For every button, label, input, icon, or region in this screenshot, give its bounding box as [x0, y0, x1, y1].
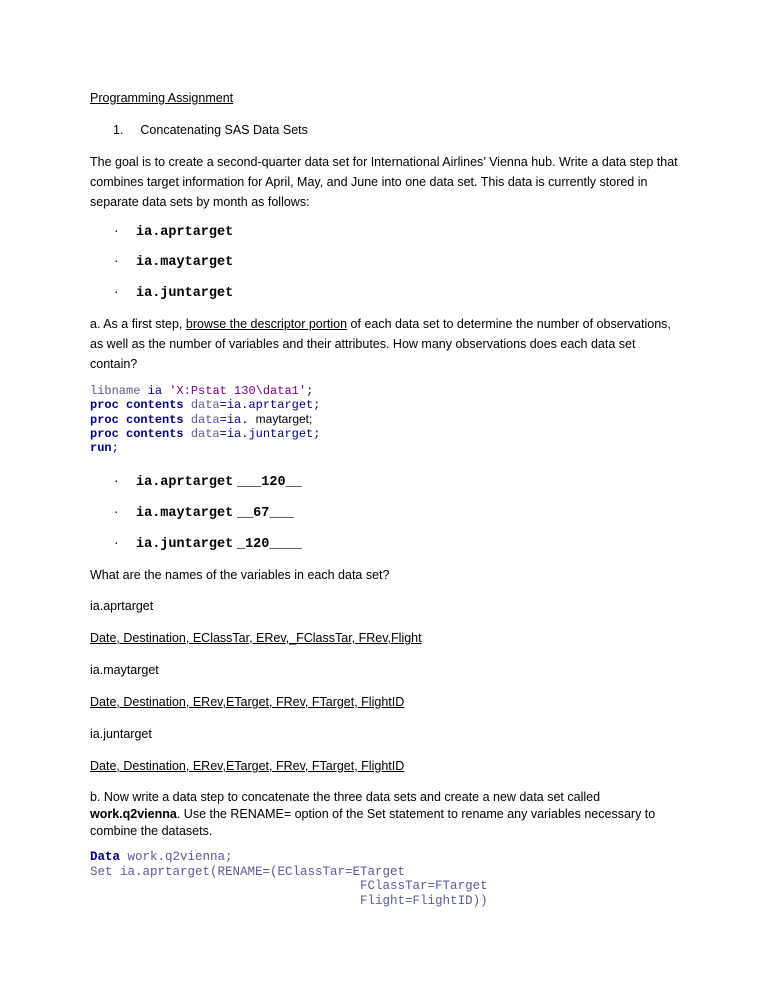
dataset-name: ia.maytarget: [136, 255, 234, 270]
answer-dataset: ia.aprtarget: [136, 475, 234, 490]
code-block-concatenate: Data work.q2vienna; Set ia.aprtarget(RENAME=(EClassTar=ETarget FClassTar=FTarget Flight=FlightID)): [90, 850, 488, 908]
part-b-paragraph: b. Now write a data step to concatenate the three data sets and create a new data set called work.q2vienna. Use the RENAME= option of the Set statement to rename any variables necessary to combine the datasets.: [90, 790, 656, 838]
bullet-icon: ·: [114, 284, 119, 299]
dataset-bullet: [114, 252, 233, 272]
dataset-name: ia.aprtarget: [136, 225, 234, 240]
part-a-paragraph: a. As a first step, browse the descriptor portion of each data set to determine the number of observations, as well as the number of variables and their attributes. How many observations does each data set contain?: [90, 317, 671, 371]
answer-value: _120____: [236, 537, 302, 552]
variables-question: What are the names of the variables in each data set?: [90, 568, 390, 582]
output-dataset-name: work.q2vienna: [90, 807, 177, 821]
dataset-bullet: [114, 283, 233, 303]
answer-bullet: [114, 503, 294, 523]
assignment-heading: Programming Assignment: [90, 91, 234, 105]
var-set-name: ia.maytarget: [90, 663, 159, 677]
dataset-bullet: [114, 222, 233, 242]
var-set-name: ia.aprtarget: [90, 599, 154, 613]
dataset-name: ia.juntarget: [136, 286, 234, 301]
list-item-heading: [113, 121, 713, 139]
list-item-title: Concatenating SAS Data Sets: [140, 123, 308, 137]
answer-bullet: [114, 472, 302, 492]
var-set-list: Date, Destination, EClassTar, ERev,_FClassTar, FRev,Flight: [90, 631, 422, 645]
answer-dataset: ia.maytarget: [136, 506, 234, 521]
answer-bullet: [114, 534, 302, 554]
bullet-icon: ·: [114, 223, 119, 238]
answer-value: ___120__: [236, 475, 302, 490]
list-item-number: 1.: [113, 123, 124, 137]
code-block-contents: libname ia 'X:Pstat 130\data1'; proc contents data=ia.aprtarget; proc contents data=ia. maytarget; proc contents data=ia.juntarget; run;: [90, 384, 321, 455]
var-set-name: ia.juntarget: [90, 727, 152, 741]
answer-value: __67___: [236, 506, 294, 521]
bullet-icon: ·: [114, 473, 119, 488]
intro-paragraph: The goal is to create a second-quarter data set for International Airlines’ Vienna hub. Write a data step that combines target information for April, May, and June into one data set. This data is currently stored in separate data sets by month as follows:: [90, 155, 678, 209]
bullet-icon: ·: [114, 253, 119, 268]
var-set-list: Date, Destination, ERev,ETarget, FRev, FTarget, FlightID: [90, 695, 405, 709]
bullet-icon: ·: [114, 504, 119, 519]
answer-dataset: ia.juntarget: [136, 537, 234, 552]
descriptor-link-text: browse the descriptor portion: [185, 317, 348, 331]
bullet-icon: ·: [114, 535, 119, 550]
var-set-list: Date, Destination, ERev,ETarget, FRev, FTarget, FlightID: [90, 759, 405, 773]
